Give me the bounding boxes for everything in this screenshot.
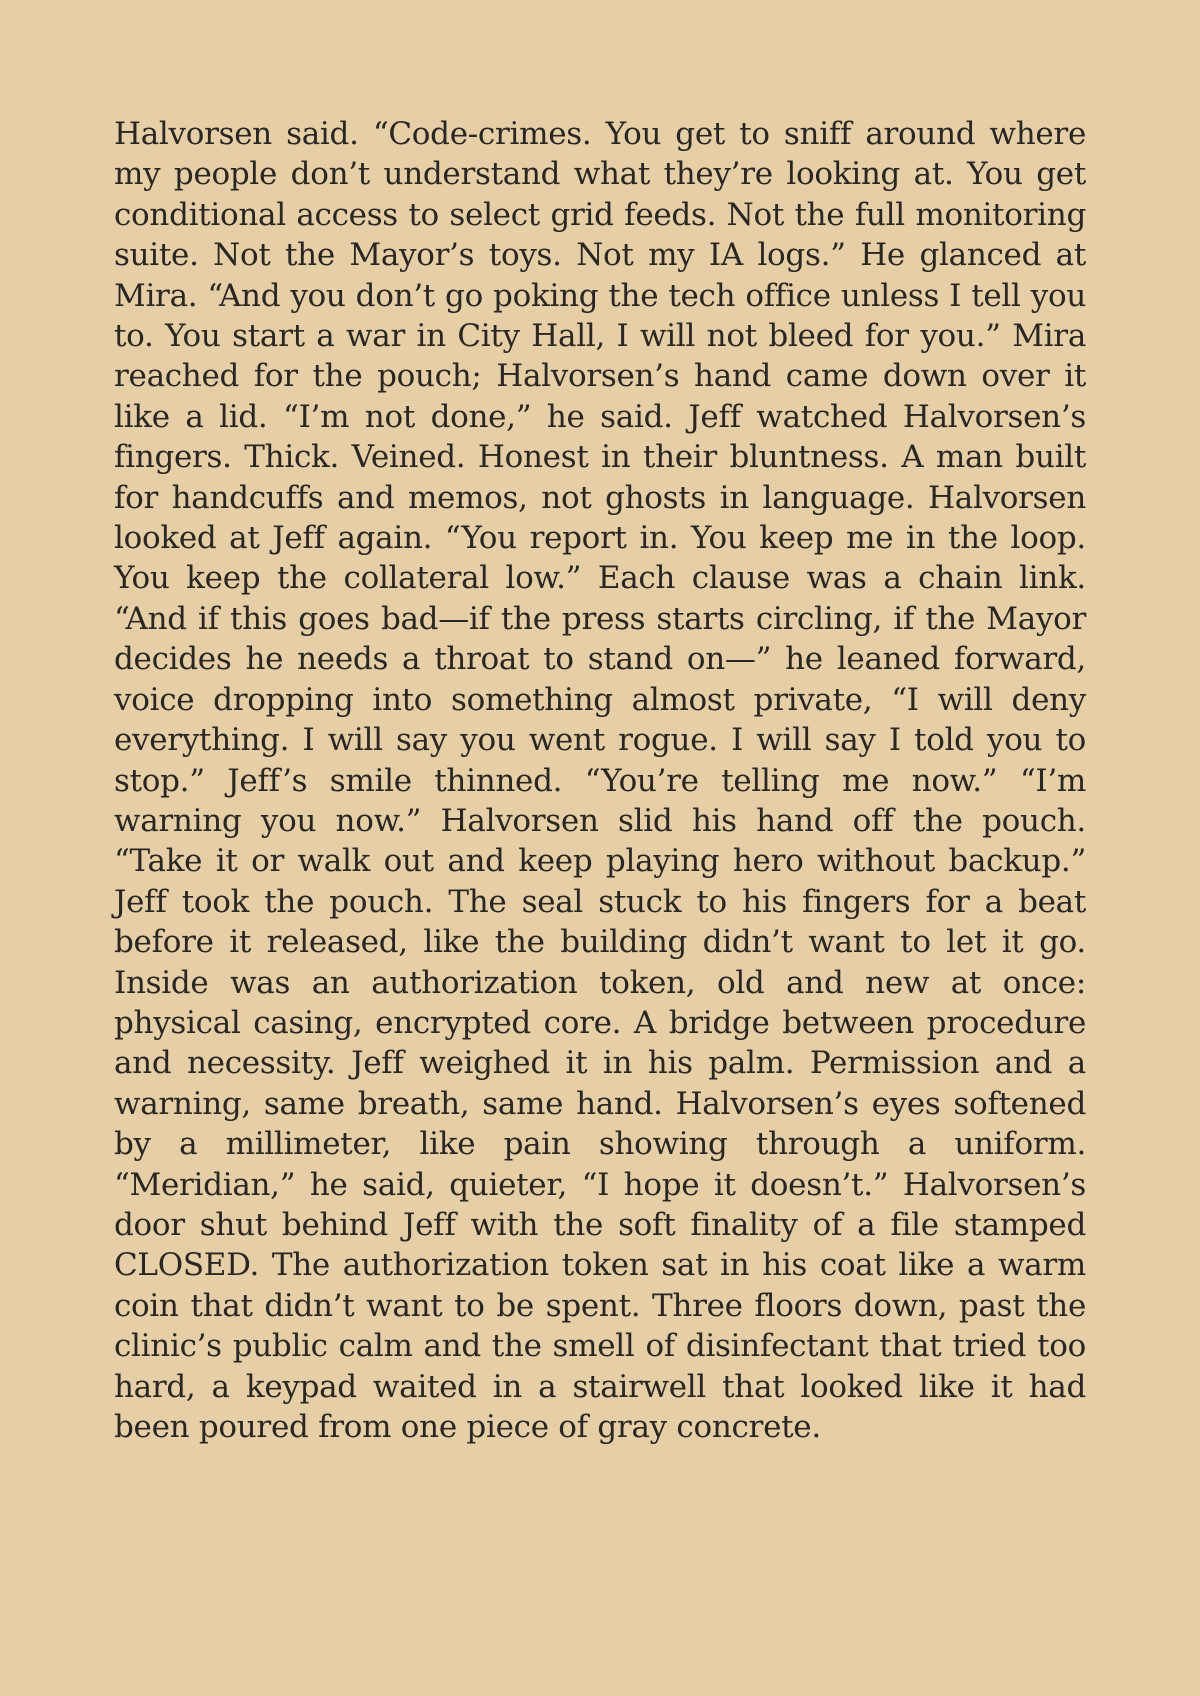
page-text-block (114, 114, 1086, 1447)
body-paragraph: Halvorsen said. “Code-crimes. You get to sniff around where my people don’t understand what they’re looking at. You get conditional access to select grid feeds. Not the full monitoring suite. Not the Mayor’s toys. Not my IA logs.” He glanced at Mira. “And you don’t go poking the tech office unless I tell you to. You start a war in City Hall, I will not bleed for you.” Mira reached for the pouch; Halvorsen’s hand came down over it like a lid. “I’m not done,” he said. Jeff watched Halvorsen’s fingers. Thick. Veined. Honest in their bluntness. A man built for handcuffs and memos, not ghosts in language. Halvorsen looked at Jeff again. “You report in. You keep me in the loop. You keep the collateral low.” Each clause was a chain link. “And if this goes bad—if the press starts circling, if the Mayor decides he needs a throat to stand on—” he leaned forward, voice dropping into something almost private, “I will deny everything. I will say you went rogue. I will say I told you to stop.” Jeff’s smile thinned. “You’re telling me now.” “I’m warning you now.” Halvorsen slid his hand off the pouch. “Take it or walk out and keep playing hero without backup.” Jeff took the pouch. The seal stuck to his fingers for a beat before it released, like the building didn’t want to let it go. Inside was an authorization token, old and new at once: physical casing, encrypted core. A bridge between procedure and necessity. Jeff weighed it in his palm. Permission and a warning, same breath, same hand. Halvorsen’s eyes softened by a millimeter, like pain showing through a uniform. “Meridian,” he said, quieter, “I hope it doesn’t.” Halvorsen’s door shut behind Jeff with the soft finality of a file stamped CLOSED. The authorization token sat in his coat like a warm coin that didn’t want to be spent. Three floors down, past the clinic’s public calm and the smell of disinfectant that tried too hard, a keypad waited in a stairwell that looked like it had been poured from one piece of gray concrete. (114, 116, 1086, 1445)
